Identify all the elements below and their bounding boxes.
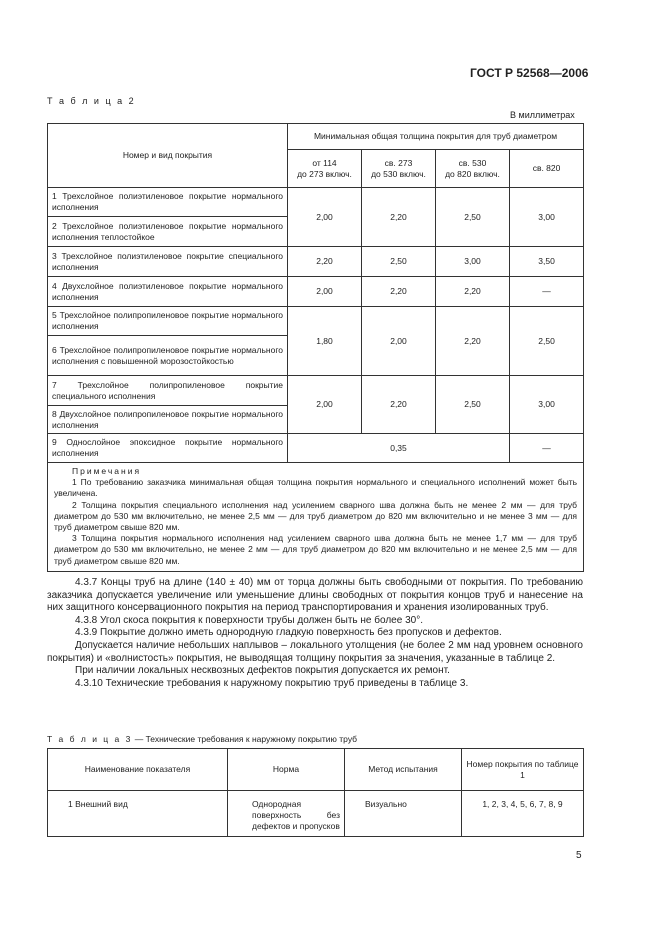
- table2: [47, 123, 584, 572]
- table2-row-5: 5 Трехслойное полипропиленовое покрытие нормального исполнения: [48, 307, 288, 336]
- table2-cell: 2,00: [362, 307, 436, 376]
- table3-cell: 1 Внешний вид: [48, 791, 228, 837]
- note-item: 3 Толщина покрытия нормального исполнения над усилением сварного шва должна быть не менее 1,7 мм — для труб диаметром до 530 мм включительно, не менее 2 мм — для труб диаметром до 820 мм включительно и не менее 2,5 мм — для труб диаметром свыше 820 мм.: [54, 533, 578, 566]
- table3-header: Наименование показателя: [48, 749, 228, 791]
- table2-cell: 3,00: [436, 247, 510, 277]
- table2-cell: 3,00: [510, 188, 584, 247]
- table2-row-9: 9 Однослойное эпоксидное покрытие нормального исполнения: [48, 434, 288, 463]
- table2-row-7: 7 Трехслойное полипропиленовое покрытие специального исполнения: [48, 376, 288, 406]
- table2-row-6: 6 Трехслойное полипропиленовое покрытие нормального исполнения с повышенной морозостойкостью: [48, 336, 288, 376]
- paragraph: 4.3.10 Технические требования к наружному покрытию труб приведены в таблице 3.: [75, 677, 469, 689]
- table2-row-1: 1 Трехслойное полиэтиленовое покрытие нормального исполнения: [48, 188, 288, 217]
- table2-cell: 1,80: [288, 307, 362, 376]
- table2-cell: 2,20: [288, 247, 362, 277]
- table3-caption: [47, 734, 357, 744]
- table2-cell: 2,20: [436, 307, 510, 376]
- paragraph: 4.3.8 Угол скоса покрытия к поверхности трубы должен быть не более 30°.: [75, 614, 423, 626]
- table2-row-3: 3 Трехслойное полиэтиленовое покрытие специального исполнения: [48, 247, 288, 277]
- table2-cell: —: [510, 277, 584, 307]
- table2-cell: 2,00: [288, 376, 362, 434]
- table2-cell: 2,20: [362, 277, 436, 307]
- table2-cell: 2,50: [436, 188, 510, 247]
- table2-cell: 2,00: [288, 188, 362, 247]
- table3-caption-text: — Технические требования к наружному покрытию труб: [132, 734, 358, 744]
- table2-cell: 2,50: [510, 307, 584, 376]
- page-number: 5: [576, 850, 582, 861]
- table3-cell: Однородная поверхность без дефектов и пропусков: [228, 791, 345, 837]
- paragraph: Допускается наличие небольших наплывов – локального утолщения (не более 2 мм над уровнем основного покрытия) и «волнистость» покрытия, не выводящая толщину покрытия за значения, указанные в таблице 2.: [47, 639, 583, 664]
- table2-caption: Т а б л и ц а 2: [47, 96, 136, 106]
- table2-col-4: св. 820: [510, 150, 584, 188]
- table2-row-8: 8 Двухслойное полипропиленовое покрытие нормального исполнения: [48, 406, 288, 434]
- table3-header: Номер покрытия по таблице 1: [462, 749, 584, 791]
- table2-col-2: св. 273 до 530 включ.: [362, 150, 436, 188]
- standard-number: ГОСТ Р 52568—2006: [470, 66, 589, 80]
- table2-cell: 2,00: [288, 277, 362, 307]
- table3: [47, 748, 584, 837]
- table2-cell: 3,50: [510, 247, 584, 277]
- paragraph: 4.3.7 Концы труб на длине (140 ± 40) мм от торца должны быть свободными от покрытия. По требованию заказчика допускается увеличение или уменьшение длины свободных от покрытия концов труб и нанесение на них защитного консервационного покрытия на период транспортирования и хранения изолированных труб.: [47, 577, 583, 614]
- note-item: 2 Толщина покрытия специального исполнения над усилением сварного шва должна быть не менее 2 мм — для труб диаметром до 530 мм включительно, не менее 2,5 мм — для труб диаметром до 820 мм включительно и не менее 3 мм — для труб диаметром свыше 820 мм.: [54, 499, 578, 533]
- table3-header: Норма: [228, 749, 345, 791]
- table2-cell: 2,20: [436, 277, 510, 307]
- table3-cell: 1, 2, 3, 4, 5, 6, 7, 8, 9: [462, 791, 584, 837]
- table2-row-4: 4 Двухслойное полиэтиленовое покрытие нормального исполнения: [48, 277, 288, 307]
- table2-group-header: Минимальная общая толщина покрытия для труб диаметром: [288, 124, 584, 150]
- table2-row-2: 2 Трехслойное полиэтиленовое покрытие нормального исполнения теплостойкое: [48, 217, 288, 247]
- note-item: 1 По требованию заказчика минимальная общая толщина покрытия нормального и специального исполнений может быть увеличена.: [54, 477, 578, 499]
- table3-caption-label: Т а б л и ц а 3: [47, 734, 133, 744]
- table2-cell: 3,00: [510, 376, 584, 434]
- table2-unit: В миллиметрах: [510, 110, 575, 120]
- table3-cell: Визуально: [345, 791, 462, 837]
- table2-cell: 2,20: [362, 376, 436, 434]
- table3-header: Метод испытания: [345, 749, 462, 791]
- table2-cell: 0,35: [288, 434, 510, 463]
- table2-col-1: от 114 до 273 включ.: [288, 150, 362, 188]
- table2-notes: [48, 463, 584, 572]
- table2-cell: —: [510, 434, 584, 463]
- table2-col-header: Номер и вид покрытия: [48, 124, 288, 188]
- paragraph: 4.3.9 Покрытие должно иметь однородную гладкую поверхность без пропусков и дефектов.: [75, 627, 502, 639]
- table2-cell: 2,50: [362, 247, 436, 277]
- table2-cell: 2,50: [436, 376, 510, 434]
- paragraph: При наличии локальных несквозных дефектов покрытия допускается их ремонт.: [75, 665, 450, 677]
- body-text: [47, 577, 583, 690]
- notes-title: Примечания: [72, 466, 142, 476]
- table2-cell: 2,20: [362, 188, 436, 247]
- table2-col-3: св. 530 до 820 включ.: [436, 150, 510, 188]
